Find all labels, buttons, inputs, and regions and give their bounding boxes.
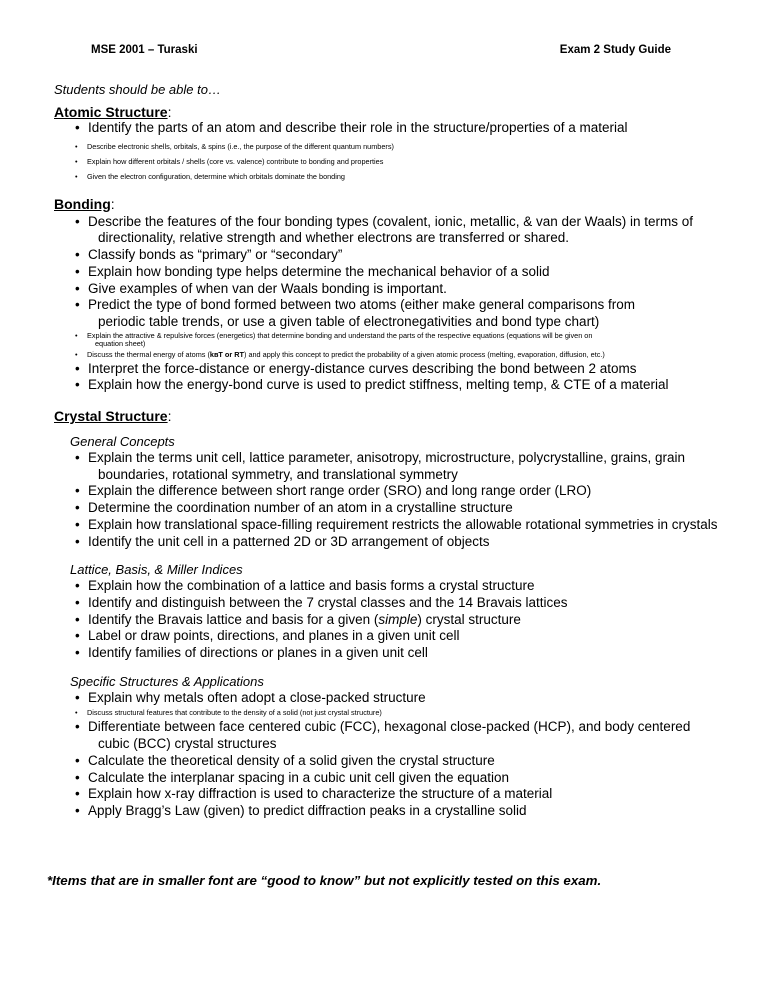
course-label: MSE 2001 – Turaski xyxy=(91,44,198,56)
list-item: • Identify the parts of an atom and describe their role in the structure/properties of a material xyxy=(54,120,744,137)
atomic-list xyxy=(54,120,744,182)
list-item: • Identify the unit cell in a patterned 2D or 3D arrangement of objects xyxy=(54,534,744,551)
list-item-small: • Discuss the thermal energy of atoms (kʙT or RT) and apply this concept to predict the probability of a given atomic process (melting, evaporation, diffusion, etc.) xyxy=(54,349,744,360)
section-heading-crystal: Crystal Structure: xyxy=(54,408,172,425)
list-item: • Calculate the interplanar spacing in a cubic unit cell given the equation xyxy=(54,770,744,787)
footer-note: *Items that are in smaller font are “good to know” but not explicitly tested on this exam. xyxy=(47,873,602,889)
list-item: • Explain the terms unit cell, lattice parameter, anisotropy, microstructure, polycrystalline, grains, grain boundaries, rotational symmetry, and translational symmetry xyxy=(54,450,744,483)
list-item-small: • Describe electronic shells, orbitals, & spins (i.e., the purpose of the different quantum numbers) xyxy=(54,141,744,152)
general-concepts-list xyxy=(54,450,744,550)
list-item-small: • Given the electron configuration, determine which orbitals dominate the bonding xyxy=(54,171,744,182)
section-atomic-structure xyxy=(54,104,744,182)
list-item: • Explain how the energy-bond curve is used to predict stiffness, melting temp, & CTE of a material xyxy=(54,377,744,394)
intro-text: Students should be able to… xyxy=(54,82,221,97)
bonding-list xyxy=(54,214,744,394)
subheading-specific-structures: Specific Structures & Applications xyxy=(70,673,264,689)
page-header xyxy=(91,44,671,60)
list-item: • Interpret the force-distance or energy-distance curves describing the bond between 2 atoms xyxy=(54,361,744,378)
section-heading-bonding: Bonding: xyxy=(54,195,115,212)
list-item: • Calculate the theoretical density of a solid given the crystal structure xyxy=(54,753,744,770)
list-item-small: • Explain the attractive & repulsive forces (energetics) that determine bonding and understand the parts of the respective equations (equations will be given on equation sheet) xyxy=(54,332,744,348)
list-item: • Differentiate between face centered cubic (FCC), hexagonal close-packed (HCP), and body centered cubic (BCC) crystal structures xyxy=(54,719,744,752)
section-crystal-structure xyxy=(54,408,744,820)
section-heading-atomic: Atomic Structure: xyxy=(54,104,172,120)
list-item: • Determine the coordination number of an atom in a crystalline structure xyxy=(54,500,744,517)
list-item: • Identify families of directions or planes in a given unit cell xyxy=(54,645,744,662)
subheading-lattice-basis: Lattice, Basis, & Miller Indices xyxy=(70,562,243,578)
list-item: • Explain how translational space-filling requirement restricts the allowable rotational symmetries in crystals xyxy=(54,517,744,534)
study-guide-content xyxy=(54,82,744,820)
list-item: • Describe the features of the four bonding types (covalent, ionic, metallic, & van der Waals) in terms of directionality, relative strength and whether electrons are transferred or shared. xyxy=(54,214,744,247)
list-item: • Give examples of when van der Waals bonding is important. xyxy=(54,281,744,298)
section-bonding xyxy=(54,196,744,394)
subheading-general-concepts: General Concepts xyxy=(70,434,175,450)
list-item: • Identify the Bravais lattice and basis for a given (simple) crystal structure xyxy=(54,612,744,629)
list-item: • Identify and distinguish between the 7 crystal classes and the 14 Bravais lattices xyxy=(54,595,744,612)
list-item: • Explain how the combination of a lattice and basis forms a crystal structure xyxy=(54,578,744,595)
list-item: • Explain the difference between short range order (SRO) and long range order (LRO) xyxy=(54,483,744,500)
list-item-small: • Explain how different orbitals / shells (core vs. valence) contribute to bonding and properties xyxy=(54,156,744,167)
list-item: • Explain why metals often adopt a close-packed structure xyxy=(54,690,744,707)
list-item: • Explain how x-ray diffraction is used to characterize the structure of a material xyxy=(54,786,744,803)
list-item: • Predict the type of bond formed between two atoms (either make general comparisons from periodic table trends, or use a given table of electronegativities and bond type chart) xyxy=(54,297,744,330)
list-item: • Explain how bonding type helps determine the mechanical behavior of a solid xyxy=(54,264,744,281)
list-item: • Label or draw points, directions, and planes in a given unit cell xyxy=(54,628,744,645)
list-item-small: • Discuss structural features that contribute to the density of a solid (not just crystal structure) xyxy=(54,707,744,718)
lattice-list xyxy=(54,578,744,662)
list-item: • Apply Bragg’s Law (given) to predict diffraction peaks in a crystalline solid xyxy=(54,803,744,820)
list-item: • Classify bonds as “primary” or “secondary” xyxy=(54,247,744,264)
document-title: Exam 2 Study Guide xyxy=(559,44,671,56)
specific-structures-list xyxy=(54,690,744,820)
